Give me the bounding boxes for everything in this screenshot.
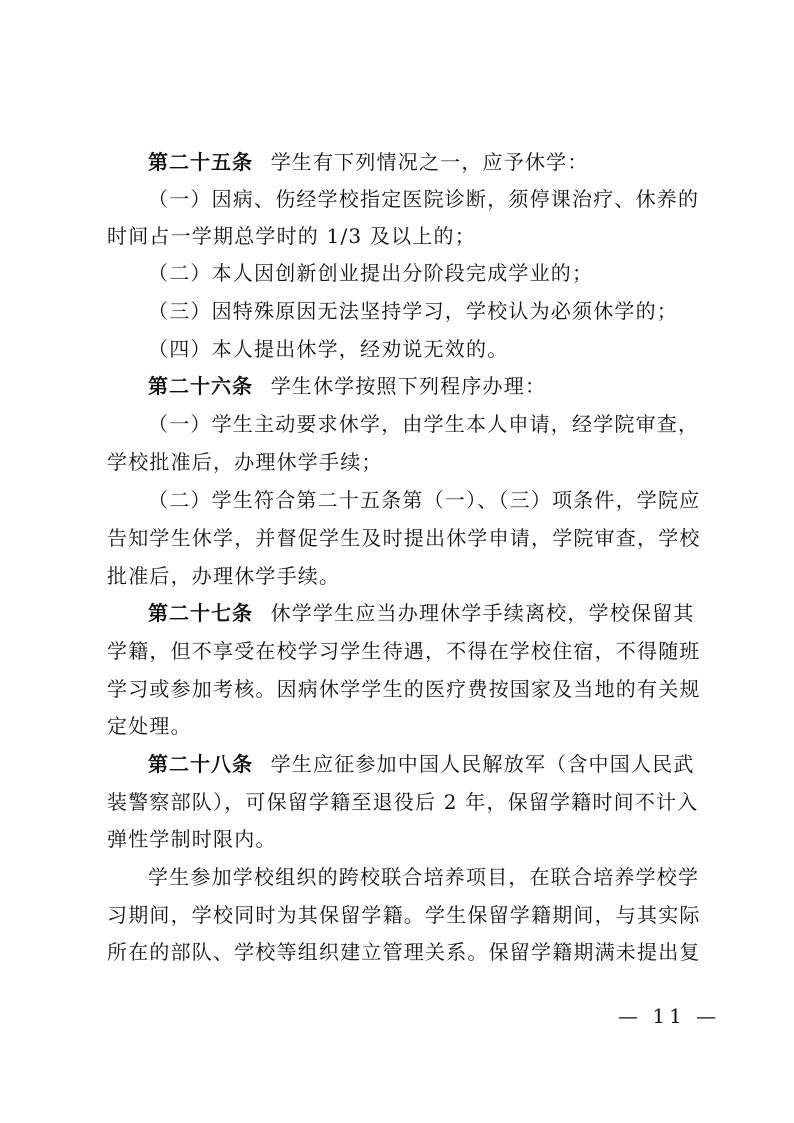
article-28-label: 第二十八条: [148, 752, 253, 776]
article-25-item-1-line-1: （一）因病、伤经学校指定医院诊断，须停课治疗、休养的: [148, 187, 700, 211]
article-25-item-3: （三）因特殊原因无法坚持学习，学校认为必须休学的；: [148, 299, 678, 323]
article-25-text: 学生有下列情况之一，应予休学：: [270, 150, 589, 174]
article-26-item-2-line-1: （二）学生符合第二十五条第（一）、（三）项条件，学院应: [148, 488, 701, 512]
article-28-line-1: [148, 750, 697, 778]
article-25-label: 第二十五条: [148, 150, 253, 174]
joint-paragraph-line-1: 学生参加学校组织的跨校联合培养项目，在联合培养学校学: [148, 865, 700, 889]
article-26-text: 学生休学按照下列程序办理：: [270, 374, 547, 398]
page-number: — 11 —: [618, 1004, 721, 1028]
article-26-label: 第二十六条: [148, 374, 253, 398]
article-27-line-4: 定处理。: [107, 714, 192, 738]
article-25-heading-line: [148, 148, 697, 176]
joint-paragraph-line-3: 所在的部队、学校等组织建立管理关系。保留学籍期满未提出复: [107, 940, 701, 964]
article-28-line-3: 弹性学制时限内。: [107, 827, 277, 851]
article-26-item-1-line-2: 学校批准后，办理休学手续；: [107, 450, 383, 474]
article-27-text: 休学学生应当办理休学手续离校，学校保留其: [270, 601, 695, 625]
article-28-text: 学生应征参加中国人民解放军（含中国人民武: [270, 752, 695, 776]
article-27-line-3: 学习或参加考核。因病休学学生的医疗费按国家及当地的有关规: [107, 677, 701, 701]
article-25-item-1-line-2: 时间占一学期总学时的 1/3 及以上的；: [107, 224, 476, 248]
article-28-line-2: 装警察部队），可保留学籍至退役后 2 年，保留学籍时间不计入: [107, 790, 699, 814]
article-27-line-2: 学籍，但不享受在校学习学生待遇，不得在学校住宿，不得随班: [107, 639, 701, 663]
article-27-label: 第二十七条: [148, 601, 253, 625]
article-26-heading-line: [148, 372, 697, 400]
article-26-item-1-line-1: （一）学生主动要求休学，由学生本人申请，经学院审查，: [148, 412, 700, 436]
article-25-item-4: （四）本人提出休学，经劝说无效的。: [148, 337, 509, 361]
article-26-item-2-line-2: 告知学生休学，并督促学生及时提出休学申请，学院审查，学校: [107, 526, 701, 550]
article-25-item-2: （二）本人因创新创业提出分阶段完成学业的；: [148, 261, 594, 285]
article-26-item-2-line-3: 批准后，办理休学手续。: [107, 564, 341, 588]
article-27-line-1: [148, 599, 697, 627]
joint-paragraph-line-2: 习期间，学校同时为其保留学籍。学生保留学籍期间，与其实际: [107, 903, 701, 927]
